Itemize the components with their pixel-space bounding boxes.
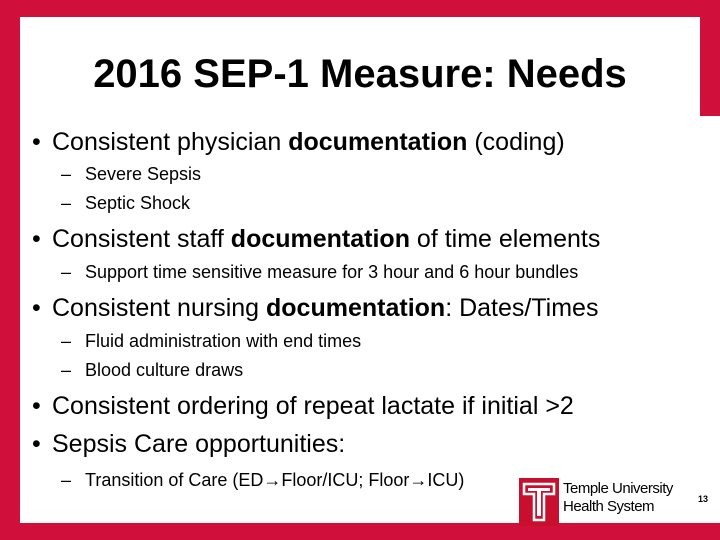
sub-bullet-1-1: – Severe Sepsis xyxy=(61,164,202,184)
logo-line-1: Temple University xyxy=(563,480,673,497)
bullet-5: • Sepsis Care opportunities: xyxy=(32,430,346,458)
sub-bullet-1-2: – Septic Shock xyxy=(61,193,191,213)
bullet-1: • Consistent physician documentation (coding) xyxy=(32,128,565,156)
bullet-4: • Consistent ordering of repeat lactate if initial >2 xyxy=(32,392,574,420)
logo-text xyxy=(563,480,673,516)
bullet-marker: • xyxy=(32,294,41,322)
sub-bullet-3-1: – Fluid administration with end times xyxy=(61,331,362,351)
bullet-marker: • xyxy=(32,128,41,156)
bullet-3: • Consistent nursing documentation: Dates/Times xyxy=(32,294,599,322)
bullet-marker: • xyxy=(32,392,41,420)
slide-title: 2016 SEP-1 Measure: Needs xyxy=(93,52,627,96)
bullet-2: • Consistent staff documentation of time elements xyxy=(32,225,601,253)
bullet-marker: • xyxy=(32,225,41,253)
bullet-marker: • xyxy=(32,430,41,458)
sub-bullet-3-2: – Blood culture draws xyxy=(61,360,244,380)
sub-bullet-5-1: – Transition of Care (ED→Floor/ICU; Floor→ICU) xyxy=(61,470,465,490)
temple-t-logo-icon xyxy=(519,478,559,526)
logo-line-2: Health System xyxy=(563,498,655,515)
page-number: 13 xyxy=(698,494,709,504)
sub-bullet-2-1: – Support time sensitive measure for 3 hour and 6 hour bundles xyxy=(61,262,579,282)
temple-health-logo xyxy=(519,474,673,526)
